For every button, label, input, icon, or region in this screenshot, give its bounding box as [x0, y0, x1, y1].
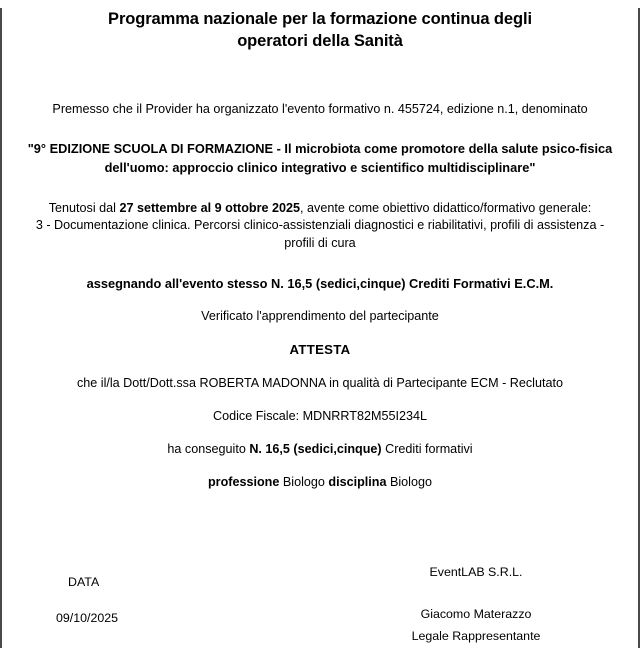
- date-label: DATA: [68, 575, 100, 589]
- premise-text: Premesso che il Provider ha organizzato l'evento formativo n. 455724, edizione n.1, denominato: [52, 101, 588, 116]
- credits-earned-prefix: ha conseguito: [167, 441, 250, 456]
- verification-text: Verificato l'apprendimento del partecipante: [201, 309, 439, 324]
- fiscal-code-label: Codice Fiscale:: [213, 408, 303, 423]
- spacer: [20, 459, 620, 474]
- page-title: [70, 8, 570, 53]
- premise-paragraph: [40, 101, 600, 119]
- company-name: EventLAB S.R.L.: [429, 565, 523, 579]
- page-title-line-2: operatori della Sanità: [237, 32, 403, 51]
- spacer: [20, 393, 620, 408]
- credits-assigned: assegnando all'evento stesso N. 16,5 (sedici,cinque) Crediti Formativi E.C.M.: [86, 276, 554, 292]
- certificate-page: [0, 8, 640, 648]
- participant-line: [20, 375, 620, 393]
- profession-line: [20, 474, 620, 492]
- spacer: [20, 360, 620, 375]
- spacer: [20, 53, 620, 101]
- profession-value: Biologo: [279, 474, 329, 489]
- participant-name: ROBERTA MADONNA: [199, 375, 326, 390]
- fiscal-code-value: MDNRRT82M55I234L: [302, 408, 427, 423]
- page-title-line-1: Programma nazionale per la formazione continua degli: [108, 10, 532, 28]
- participant-prefix: che il/la Dott/Dott.ssa: [76, 375, 200, 390]
- period-prefix: Tenutosi dal: [48, 200, 120, 215]
- credits-earned-amount: N. 16,5 (sedici,cinque): [249, 441, 382, 456]
- event-period-paragraph: [25, 200, 615, 218]
- attesta-heading: ATTESTA: [289, 342, 351, 358]
- discipline-value: Biologo: [386, 474, 432, 489]
- credits-earned-line: [20, 441, 620, 459]
- date-value: 09/10/2025: [56, 611, 119, 626]
- spacer: [20, 253, 620, 275]
- profession-label: professione: [207, 474, 280, 489]
- footer-date-block: [56, 575, 119, 626]
- event-title: "9° EDIZIONE SCUOLA DI FORMAZIONE - Il microbiota come promotore della salute psico-fisica dell'uomo: approccio clinico integrativo e scientifico multidisciplinare": [27, 141, 613, 175]
- spacer: [20, 178, 620, 200]
- discipline-label: disciplina: [328, 474, 387, 489]
- footer-area: [20, 562, 620, 648]
- period-dates: 27 settembre al 9 ottobre 2025: [119, 200, 301, 215]
- spacer: [20, 326, 620, 341]
- credits-earned-suffix: Crediti formativi: [381, 441, 473, 456]
- footer-signature-block: [356, 566, 596, 642]
- period-suffix: , avente come obiettivo didattico/formativo generale:: [300, 200, 592, 215]
- fiscal-code-line: [20, 408, 620, 426]
- participant-suffix: in qualità di Partecipante ECM - Reclutato: [325, 375, 563, 390]
- signer-role: Legale Rappresentante: [411, 628, 541, 643]
- objective-text: 3 - Documentazione clinica. Percorsi clinico-assistenziali diagnostici e riabilitativi, profili di assistenza - profili di cura: [35, 218, 605, 251]
- spacer: [20, 118, 620, 140]
- signer-name: Giacomo Materazzo: [420, 607, 532, 622]
- spacer: [20, 426, 620, 441]
- spacer: [20, 293, 620, 308]
